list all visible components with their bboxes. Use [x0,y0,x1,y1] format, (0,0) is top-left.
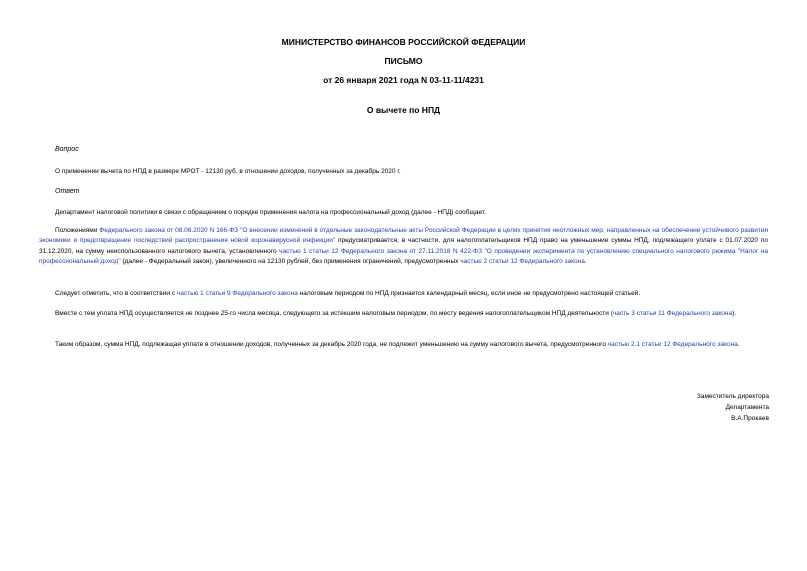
paragraph-4-text-1: Таким образом, сумма НПД, подлежащая уплате в отношении доходов, полученных за декабрь 2020 года, не подлежит уменьшению на сумму налогового вычета, предусмотренного [55,341,608,348]
link-article-12-part-2[interactable]: частью 2 статьи 12 Федерального закона [460,258,585,266]
paragraph-1-text-1: Положениями [55,227,100,234]
link-article-12-part-1[interactable]: частью 1 статьи 12 Федерального закона от 27.11.2018 N 422-ФЗ "О проведении эксперимента по установлению специального налогового режима "Налог на профессиональный доход" [39,247,768,266]
document-subject: О вычете по НПД [366,105,441,115]
paragraph-3 [39,309,768,319]
document-date-number: от 26 января 2021 года N 03-11-11/4231 [323,75,484,85]
paragraph-2 [39,289,768,299]
answer-intro: Департамент налоговой политики в связи с обращением о порядке применения налога на профессиональный доход (далее - НПД) сообщает. [55,209,486,216]
signature-department: Департамента [725,404,769,411]
link-federal-law-166[interactable]: Федерального закона от 08.06.2020 N 166-ФЗ "О внесении изменений в отдельные законодательные акты Российской Федерации в целях принятия неотложных мер, направленных на обеспечение устойчивого развития экономики и предотвращение последствий распространения новой коронавирусной инфекции" [39,227,768,245]
signature-position: Заместитель директора [696,393,769,400]
question-text: О применении вычета по НПД в размере МРОТ - 12130 руб. в отношении доходов, полученных за декабрь 2020 г. [55,168,401,175]
paragraph-1 [39,226,768,268]
ministry-title: МИНИСТЕРСТВО ФИНАНСОВ РОССИЙСКОЙ ФЕДЕРАЦИИ [281,37,526,47]
paragraph-2-text-2: налоговым периодом по НПД признается календарный месяц, если иное не предусмотрено настоящей статьей. [297,290,641,297]
paragraph-1-text-3: (далее - Федеральный закон), увеличенного на 12130 рублей, без применения ограничений, предусмотренных [120,258,461,266]
paragraph-1-text-4: . [584,258,587,266]
link-article-11-part-3[interactable]: часть 3 статьи 11 Федерального закона [612,310,733,317]
answer-label: Ответ [55,188,80,195]
paragraph-2-text-1: Следует отметить, что в соответствии с [55,290,177,297]
paragraph-4-text-2: . [737,341,740,348]
link-article-12-part-2-1[interactable]: частью 2.1 статьи 12 Федерального закона [607,341,738,348]
paragraph-3-text-2: ). [732,310,737,317]
question-label: Вопрос [55,146,79,153]
document-type: ПИСЬМО [384,56,423,66]
signature-name: В.А.Прокаев [731,415,769,422]
paragraph-4 [39,340,768,350]
paragraph-1-text-2: предусматривается, в частности, для налогоплательщиков НПД право на уменьшение суммы НПД, подлежащего уплате с 01.07.2020 по 31.12.2020, на сумму неиспользованного налогового вычета, установленного [39,237,768,255]
link-article-9-part-1[interactable]: частью 1 статьи 9 Федерального закона [176,290,298,297]
paragraph-3-text-1: Вместе с тем уплата НПД осуществляется не позднее 25-го числа месяца, следующего за истекшим налоговым периодом, по месту ведения налогоплательщиком НПД деятельности ( [55,310,613,317]
